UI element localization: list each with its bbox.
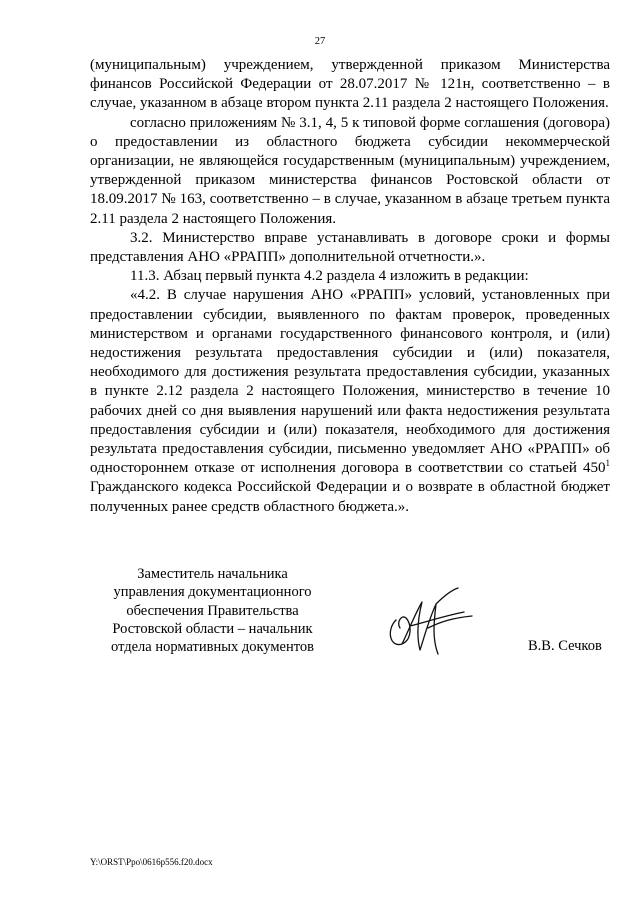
document-body — [90, 56, 610, 517]
page-number: 27 — [314, 36, 326, 47]
paragraph — [90, 286, 610, 516]
paragraph: (муниципальным) учреждением, утвержденной приказом Министерства финансов Российской Федерации от 28.07.2017 № 121н, соответственно – в случае, указанном в абзаце втором пункта 2.11 раздела 2 настоящего Положения. — [90, 57, 610, 112]
paragraph: согласно приложениям № 3.1, 4, 5 к типовой форме соглашения (договора) о предоставлении из областного бюджета субсидии некоммерческой организации, не являющейся государственным (муниципальным) учреждением, утвержденной приказом министерства финансов Ростовской области от 18.09.2017 № 163, соответственно – в случае, указанном в абзаце третьем пункта 2.11 раздела 2 настоящего Положения. — [90, 114, 610, 227]
paragraph: 3.2. Министерство вправе устанавливать в договоре сроки и формы представления АНО «РРАПП» дополнительной отчетности.». — [90, 229, 610, 266]
position-line: отдела нормативных документов — [111, 639, 314, 656]
handwritten-signature — [382, 582, 482, 660]
position-line: Заместитель начальника — [137, 566, 288, 582]
position-line: обеспечения Правительства — [126, 602, 299, 619]
position-line: управления документационного — [113, 584, 312, 601]
article-superscript: 1 — [605, 458, 610, 469]
signatory-position — [100, 565, 325, 656]
paragraph-text: «4.2. В случае нарушения АНО «РРАПП» условий, установленных при предоставлении субсидии, выявленного по фактам проверок, проведенных министерством и органами государственного финансового контроля, и (или) недостижения результата предоставления субсидии и (или) показателя, необходимого для достижения результата предоставления субсидии, указанных в пункте 2.12 раздела 2 настоящего Положения, министерство в течение 10 рабочих дней со дня выявления нарушений или факта недостижения результата предоставления субсидии и (или) показателя, необходимого для достижения результата предоставления субсидии, письменно уведомляет АНО «РРАПП» об одностороннем отказе от исполнения договора в соответствии со статьей 450 — [90, 287, 610, 477]
signer-name: В.В. Сечков — [528, 638, 602, 654]
paragraph: 11.3. Абзац первый пункта 4.2 раздела 4 изложить в редакции: — [130, 268, 529, 285]
file-path: Y:\ORST\Ppo\0616p556.f20.docx — [90, 857, 213, 867]
position-line: Ростовской области – начальник — [112, 620, 313, 637]
paragraph-text-continued: Гражданского кодекса Российской Федерации и о возврате в областной бюджет полученных ранее средств областного бюджета.». — [90, 479, 610, 515]
